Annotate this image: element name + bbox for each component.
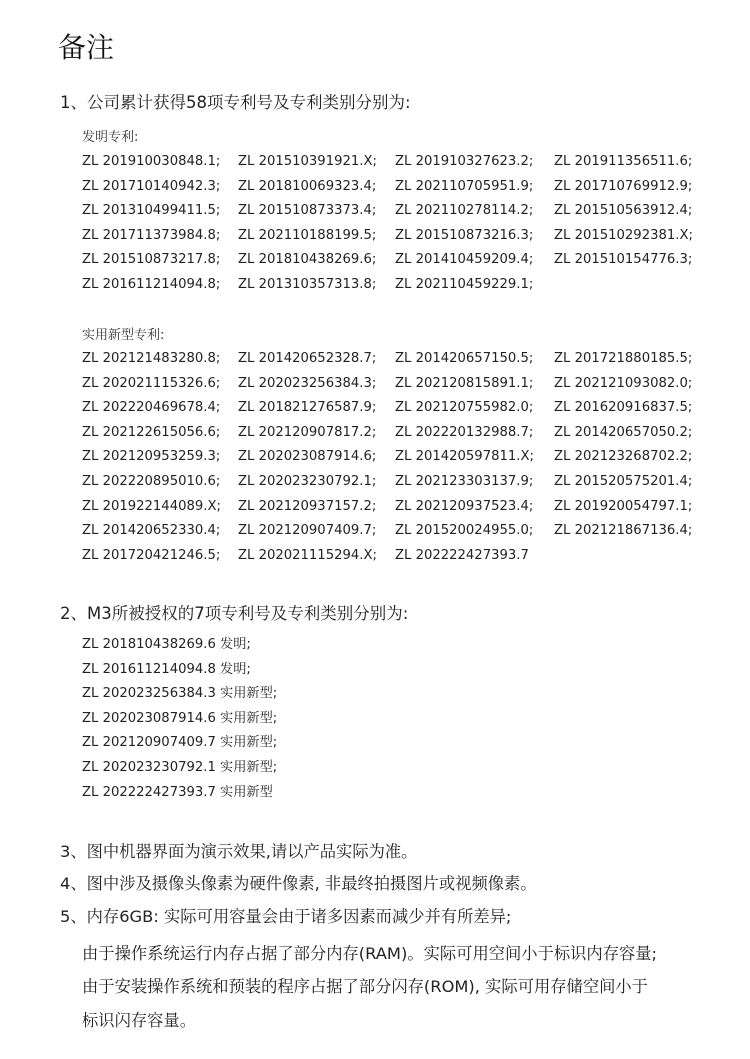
patent-number: ZL 201910327623.2; — [395, 154, 534, 169]
page-title: 备注 — [58, 31, 115, 64]
patent-number: ZL 201510292381.X; — [554, 227, 693, 243]
m3-patent-item: ZL 202120907409.7 实用新型; — [82, 735, 278, 751]
patent-number: ZL 201821276587.9; — [238, 400, 377, 416]
m3-patent-item: ZL 202023087914.6 实用新型; — [82, 710, 278, 726]
note-5-line-2: 由于操作系统运行内存占据了部分内存(RAM)。实际可用空间小于标识内存容量; — [82, 944, 658, 963]
patent-row — [82, 421, 722, 446]
patent-number: ZL 202120907817.2; — [238, 424, 377, 440]
patent-row — [82, 248, 722, 273]
patent-row — [82, 347, 722, 372]
patent-number: ZL 201810438269.6; — [238, 252, 377, 268]
section2-heading: 2、M3所被授权的7项专利号及专利类别分别为: — [60, 604, 409, 623]
patent-number: ZL 202123303137.9; — [395, 473, 534, 489]
patent-number: ZL 202120953259.3; — [82, 449, 221, 465]
patent-number: ZL 202021115294.X; — [238, 547, 377, 563]
patent-number: ZL 202023230792.1; — [238, 473, 377, 489]
patent-number: ZL 201520024955.0; — [395, 523, 534, 539]
patent-number: ZL 201711373984.8; — [82, 227, 221, 243]
patent-number: ZL 202120755982.0; — [395, 400, 534, 416]
m3-patent-item: ZL 202023230792.1 实用新型; — [82, 759, 278, 775]
patent-row — [82, 273, 722, 298]
patent-number: ZL 201910030848.1; — [82, 154, 221, 169]
patent-number: ZL 201510154776.3; — [554, 252, 693, 268]
m3-patent-item: ZL 201611214094.8 发明; — [82, 661, 251, 677]
patent-number: ZL 201310499411.5; — [82, 203, 221, 219]
section1-heading: 1、公司累计获得58项专利号及专利类别分别为: — [60, 93, 411, 112]
utility-patents-grid — [82, 347, 722, 568]
patent-number: ZL 201520575201.4; — [554, 473, 693, 489]
patent-number: ZL 201310357313.8; — [238, 276, 377, 292]
patent-number: ZL 202110459229.1; — [395, 276, 534, 292]
patent-number: ZL 201710769912.9; — [554, 178, 693, 194]
patent-row — [82, 150, 722, 175]
patent-row — [82, 470, 722, 495]
m3-patent-item: ZL 202023256384.3 实用新型; — [82, 686, 278, 702]
patent-number: ZL 201420652328.7; — [238, 351, 377, 366]
patent-number: ZL 201510391921.X; — [238, 154, 377, 169]
patent-number: ZL 202222427393.7 — [395, 547, 529, 563]
invention-patents-grid — [82, 150, 722, 298]
patent-number: ZL 202122615056.6; — [82, 424, 221, 440]
patent-number: ZL 202220469678.4; — [82, 400, 221, 416]
patent-number: ZL 201420657150.5; — [395, 351, 534, 366]
patent-number: ZL 202023087914.6; — [238, 449, 377, 465]
patent-number: ZL 202110278114.2; — [395, 203, 534, 219]
patent-number: ZL 201420652330.4; — [82, 523, 221, 539]
patent-row — [82, 495, 722, 520]
patent-number: ZL 202023256384.3; — [238, 375, 377, 391]
patent-number: ZL 202120937523.4; — [395, 498, 534, 514]
utility-patents-label: 实用新型专利: — [82, 328, 165, 343]
patent-row — [82, 224, 722, 249]
patent-number: ZL 201420657050.2; — [554, 424, 693, 440]
patent-row — [82, 445, 722, 470]
patent-number: ZL 202220132988.7; — [395, 424, 534, 440]
patent-number: ZL 201710140942.3; — [82, 178, 221, 194]
patent-number: ZL 201611214094.8; — [82, 276, 221, 292]
note-5-line-4: 标识闪存容量。 — [82, 1011, 196, 1030]
patent-row — [82, 519, 722, 544]
m3-patent-item: ZL 201810438269.6 发明; — [82, 637, 251, 652]
patent-number: ZL 202110705951.9; — [395, 178, 534, 194]
patent-number: ZL 201721880185.5; — [554, 351, 693, 366]
patent-row — [82, 372, 722, 397]
patent-row — [82, 396, 722, 421]
patent-number: ZL 201922144089.X; — [82, 498, 221, 514]
m3-patents-list — [82, 633, 277, 805]
patent-number: ZL 202121867136.4; — [554, 523, 693, 539]
patent-number: ZL 202121483280.8; — [82, 351, 221, 366]
note-5: 5、内存6GB: 实际可用容量会由于诸多因素而减少并有所差异; — [60, 907, 512, 926]
patent-row — [82, 544, 722, 569]
patent-number: ZL 201410459209.4; — [395, 252, 534, 268]
patent-number: ZL 201810069323.4; — [238, 178, 377, 194]
patent-number: ZL 201420597811.X; — [395, 449, 534, 465]
patent-number: ZL 202220895010.6; — [82, 473, 221, 489]
patent-number: ZL 201911356511.6; — [554, 154, 693, 169]
patent-number: ZL 201510563912.4; — [554, 203, 693, 219]
patent-number: ZL 202120907409.7; — [238, 523, 377, 539]
m3-patent-item: ZL 202222427393.7 实用新型 — [82, 784, 273, 800]
patent-row — [82, 175, 722, 200]
patent-number: ZL 202121093082.0; — [554, 375, 693, 391]
patent-number: ZL 201920054797.1; — [554, 498, 693, 514]
patent-number: ZL 201620916837.5; — [554, 400, 693, 416]
patent-number: ZL 201510873217.8; — [82, 252, 221, 268]
note-3: 3、图中机器界面为演示效果,请以产品实际为准。 — [60, 842, 418, 861]
note-4: 4、图中涉及摄像头像素为硬件像素, 非最终拍摄图片或视频像素。 — [60, 874, 537, 893]
patent-number: ZL 202110188199.5; — [238, 227, 377, 243]
patent-row — [82, 199, 722, 224]
patent-number: ZL 202123268702.2; — [554, 449, 693, 465]
patent-number: ZL 201510873216.3; — [395, 227, 534, 243]
patent-number: ZL 202021115326.6; — [82, 375, 221, 391]
patent-number: ZL 202120937157.2; — [238, 498, 377, 514]
patent-number: ZL 201510873373.4; — [238, 203, 377, 219]
note-5-line-3: 由于安装操作系统和预装的程序占据了部分闪存(ROM), 实际可用存储空间小于 — [82, 977, 648, 996]
patent-number: ZL 202120815891.1; — [395, 375, 534, 391]
patent-number: ZL 201720421246.5; — [82, 547, 221, 563]
invention-patents-label: 发明专利: — [82, 130, 139, 145]
